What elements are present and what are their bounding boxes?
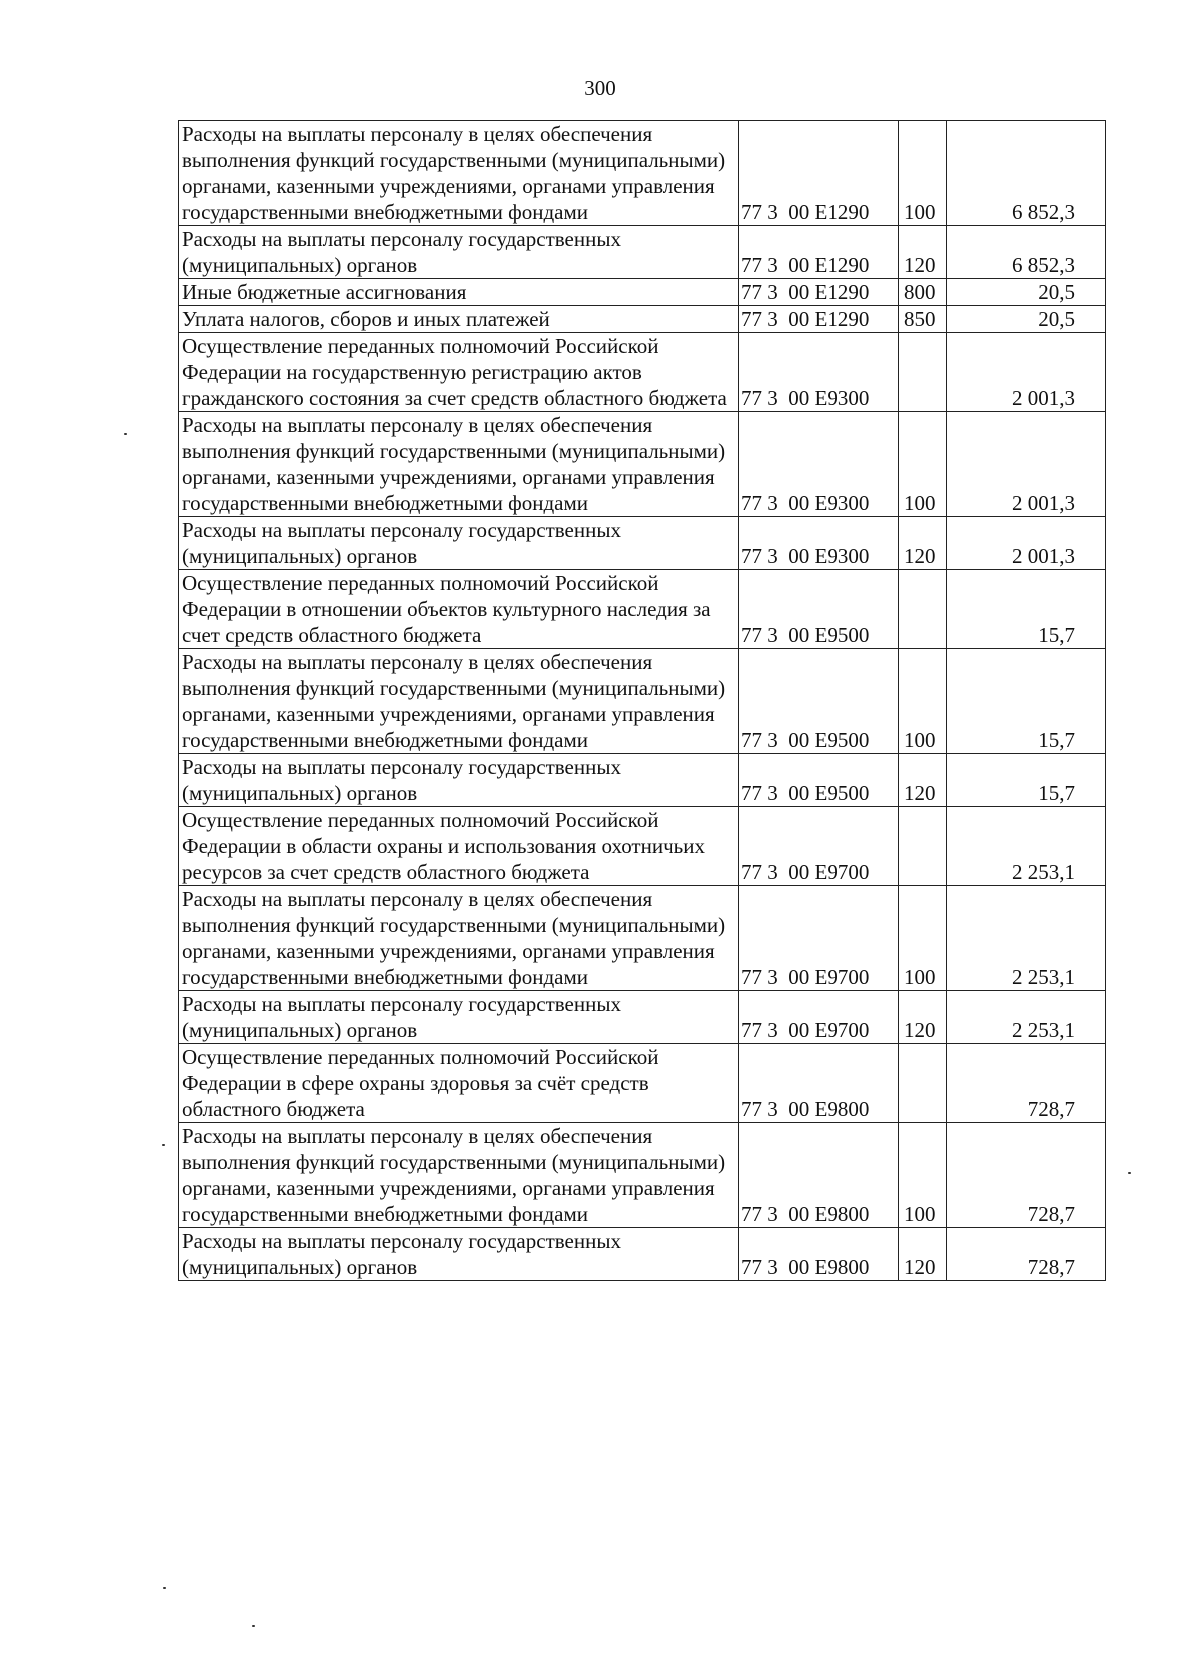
table-row (179, 279, 1106, 306)
expense-type-cell: 120 (899, 517, 947, 570)
expense-name-cell: Расходы на выплаты персоналу в целях обеспечения выполнения функций государственными (муниципальными) органами, казенными учреждениями, органами управления государственными внебюджетными фондами (179, 121, 739, 226)
amount-cell: 2 253,1 (947, 886, 1106, 991)
target-code-cell: 77 3 00 E9500 (739, 649, 899, 754)
amount-cell: 728,7 (947, 1044, 1106, 1123)
amount-cell: 6 852,3 (947, 226, 1106, 279)
page-number: 300 (584, 76, 616, 100)
amount-cell: 2 253,1 (947, 807, 1106, 886)
table-row (179, 1123, 1106, 1228)
target-code-cell: 77 3 00 E1290 (739, 121, 899, 226)
expense-type-cell: 120 (899, 226, 947, 279)
amount-cell: 20,5 (947, 306, 1106, 333)
expense-name-cell: Расходы на выплаты персоналу в целях обеспечения выполнения функций государственными (муниципальными) органами, казенными учреждениями, органами управления государственными внебюджетными фондами (179, 412, 739, 517)
expense-type-cell: 100 (899, 412, 947, 517)
expense-name-cell: Расходы на выплаты персоналу в целях обеспечения выполнения функций государственными (муниципальными) органами, казенными учреждениями, органами управления государственными внебюджетными фондами (179, 649, 739, 754)
amount-cell: 2 001,3 (947, 517, 1106, 570)
expense-name-cell: Расходы на выплаты персоналу государственных (муниципальных) органов (179, 517, 739, 570)
scan-speck (1128, 1172, 1131, 1174)
expense-type-cell (899, 570, 947, 649)
expense-name-cell: Расходы на выплаты персоналу государственных (муниципальных) органов (179, 226, 739, 279)
table-row (179, 226, 1106, 279)
target-code-cell: 77 3 00 E9800 (739, 1228, 899, 1281)
table-row (179, 412, 1106, 517)
amount-cell: 6 852,3 (947, 121, 1106, 226)
expense-type-cell: 100 (899, 649, 947, 754)
expense-name-cell: Расходы на выплаты персоналу в целях обеспечения выполнения функций государственными (муниципальными) органами, казенными учреждениями, органами управления государственными внебюджетными фондами (179, 886, 739, 991)
expense-name-cell: Расходы на выплаты персоналу государственных (муниципальных) органов (179, 991, 739, 1044)
target-code-cell: 77 3 00 E9500 (739, 754, 899, 807)
amount-cell: 2 001,3 (947, 333, 1106, 412)
expense-name-cell: Иные бюджетные ассигнования (179, 279, 739, 306)
expense-type-cell: 800 (899, 279, 947, 306)
budget-table (178, 120, 1106, 1281)
expense-name-cell: Осуществление переданных полномочий Российской Федерации в отношении объектов культурного наследия за счет средств областного бюджета (179, 570, 739, 649)
target-code-cell: 77 3 00 E9700 (739, 991, 899, 1044)
table-row (179, 754, 1106, 807)
table-row (179, 1228, 1106, 1281)
expense-name-cell: Расходы на выплаты персоналу в целях обеспечения выполнения функций государственными (муниципальными) органами, казенными учреждениями, органами управления государственными внебюджетными фондами (179, 1123, 739, 1228)
expense-type-cell: 100 (899, 886, 947, 991)
scan-speck (252, 1625, 255, 1627)
target-code-cell: 77 3 00 E9800 (739, 1123, 899, 1228)
table-row (179, 570, 1106, 649)
expense-type-cell (899, 807, 947, 886)
expense-name-cell: Осуществление переданных полномочий Российской Федерации на государственную регистрацию актов гражданского состояния за счет средств областного бюджета (179, 333, 739, 412)
table-row (179, 306, 1106, 333)
target-code-cell: 77 3 00 E9300 (739, 333, 899, 412)
expense-name-cell: Расходы на выплаты персоналу государственных (муниципальных) органов (179, 754, 739, 807)
target-code-cell: 77 3 00 E9700 (739, 807, 899, 886)
expense-name-cell: Осуществление переданных полномочий Российской Федерации в сфере охраны здоровья за счёт средств областного бюджета (179, 1044, 739, 1123)
amount-cell: 20,5 (947, 279, 1106, 306)
amount-cell: 728,7 (947, 1123, 1106, 1228)
target-code-cell: 77 3 00 E1290 (739, 279, 899, 306)
target-code-cell: 77 3 00 E9700 (739, 886, 899, 991)
amount-cell: 2 001,3 (947, 412, 1106, 517)
expense-type-cell: 120 (899, 991, 947, 1044)
table-row (179, 807, 1106, 886)
table-row (179, 886, 1106, 991)
table-row (179, 991, 1106, 1044)
expense-type-cell: 120 (899, 754, 947, 807)
scan-speck (124, 433, 127, 435)
expense-type-cell: 100 (899, 121, 947, 226)
table-row (179, 333, 1106, 412)
expense-name-cell: Расходы на выплаты персоналу государственных (муниципальных) органов (179, 1228, 739, 1281)
table-row (179, 649, 1106, 754)
expense-name-cell: Осуществление переданных полномочий Российской Федерации в области охраны и использования охотничьих ресурсов за счет средств областного бюджета (179, 807, 739, 886)
expense-type-cell (899, 333, 947, 412)
expense-type-cell: 850 (899, 306, 947, 333)
target-code-cell: 77 3 00 E1290 (739, 306, 899, 333)
amount-cell: 15,7 (947, 570, 1106, 649)
target-code-cell: 77 3 00 E9500 (739, 570, 899, 649)
target-code-cell: 77 3 00 E9300 (739, 517, 899, 570)
expense-name-cell: Уплата налогов, сборов и иных платежей (179, 306, 739, 333)
table-row (179, 1044, 1106, 1123)
budget-table-body (179, 121, 1106, 1281)
amount-cell: 15,7 (947, 649, 1106, 754)
amount-cell: 728,7 (947, 1228, 1106, 1281)
expense-type-cell: 100 (899, 1123, 947, 1228)
expense-type-cell: 120 (899, 1228, 947, 1281)
scan-speck (162, 1144, 165, 1146)
amount-cell: 2 253,1 (947, 991, 1106, 1044)
table-row (179, 517, 1106, 570)
target-code-cell: 77 3 00 E9800 (739, 1044, 899, 1123)
scan-speck (163, 1587, 166, 1589)
target-code-cell: 77 3 00 E1290 (739, 226, 899, 279)
amount-cell: 15,7 (947, 754, 1106, 807)
table-row (179, 121, 1106, 226)
expense-type-cell (899, 1044, 947, 1123)
target-code-cell: 77 3 00 E9300 (739, 412, 899, 517)
